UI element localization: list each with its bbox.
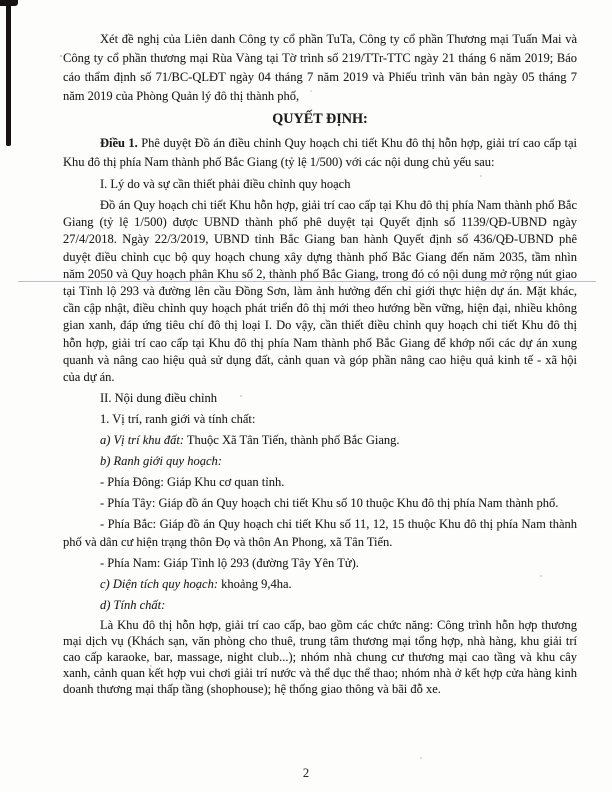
boundary-south: - Phía Nam: Giáp Tỉnh lộ 293 (đường Tây Yên Tử).: [100, 556, 359, 571]
item-c-label: c) Diện tích quy hoạch:: [100, 577, 219, 592]
item-a-location: [63, 431, 577, 450]
item-b-boundaries-heading: b) Ranh giới quy hoạch:: [100, 454, 222, 469]
section-2-heading: II. Nội dung điều chỉnh: [100, 391, 217, 406]
article-1-label: Điều 1.: [100, 136, 138, 150]
item-c-area: [63, 575, 577, 594]
article-1-paragraph: [63, 134, 577, 172]
section-1-heading: I. Lý do và sự cần thiết phải điều chỉnh quy hoạch: [100, 177, 351, 191]
intro-paragraph: Xét đề nghị của Liên danh Công ty cổ phần TuTa, Công ty cổ phần Thương mại Tuấn Mai và Công ty cổ phần thương mại Rùa Vàng tại Tờ trình số 219/TTr-TTC ngày 21 tháng 6 năm 2019; Báo cáo thẩm định số 71/BC-QLĐT ngày 04 tháng 7 năm 2019 và Phiếu trình văn bản ngày 05 tháng 7 năm 2019 của Phòng Quản lý đô thị thành phố,: [63, 32, 577, 103]
boundary-east: - Phía Đông: Giáp Khu cơ quan tỉnh.: [100, 475, 285, 490]
article-1-text: Phê duyệt Đồ án điều chỉnh Quy hoạch chi tiết Khu đô thị hỗn hợp, giải trí cao cấp tại Khu đô thị phía Nam thành phố Bắc Giang (tỷ lệ 1/500) với các nội dung chủ yếu sau:: [63, 136, 578, 169]
item-c-text: khoảng 9,4ha.: [218, 577, 292, 592]
character-description-paragraph: Là Khu đô thị hỗn hợp, giải trí cao cấp, bao gồm các chức năng: Công trình hỗn hợp thương mại dịch vụ (Khách sạn, văn phòng cho thuê, trung tâm thương mại tổng hợp, nhà hàng, khu giải trí cao cấp karaoke, bar, massage, night club...); nhóm nhà chung cư thương mại cao tầng và khu cây xanh, cảnh quan kết hợp vui chơi giải trí nước và thể dục thể thao; nhóm nhà ở kết hợp cửa hàng kinh doanh thương mại thấp tầng (shophouse); hệ thống giao thông và bãi đỗ xe.: [63, 618, 577, 697]
subsection-1-heading: 1. Vị trí, ranh giới và tính chất:: [100, 412, 256, 427]
page-number: 2: [302, 766, 310, 780]
item-a-text: Thuộc Xã Tân Tiến, thành phố Bắc Giang.: [184, 433, 400, 448]
boundary-west: - Phía Tây: Giáp đồ án Quy hoạch chi tiết Khu số 10 thuộc Khu đô thị phía Nam thành phố.: [100, 496, 559, 511]
scan-edge-bar-artifact: [6, 0, 11, 146]
decision-heading: QUYẾT ĐỊNH:: [272, 111, 368, 127]
document-body: [63, 30, 577, 697]
item-a-label: a) Vị trí khu đất:: [100, 433, 185, 448]
scan-noise-specks: [60, 55, 62, 57]
boundary-north: - Phía Bắc: Giáp đồ án Quy hoạch chi tiết Khu số 11, 12, 15 thuộc Khu đô thị phía Nam thành phố và dân cư hiện trạng thôn Đọ và thôn An Phong, xã Tân Tiến.: [63, 516, 577, 550]
section-1-body-paragraph: Đồ án Quy hoạch chi tiết Khu hỗn hợp, giải trí cao cấp tại Khu đô thị phía Nam thành phố Bắc Giang (tỷ lệ 1/500) được UBND thành phố phê duyệt tại Quyết định số 1139/QĐ-UBND ngày 27/4/2018. Ngày 22/3/2019, UBND tỉnh Bắc Giang ban hành Quyết định số 436/QĐ-UBND phê duyệt điều chỉnh cục bộ quy hoạch chung xây dựng thành phố Bắc Giang đến năm 2035, tầm nhìn năm 2050 và Quy hoạch phân Khu số 2, thành phố Bắc Giang, trong đó có nội dung mở rộng nút giao tại Tỉnh lộ 293 và đường lên cầu Đồng Sơn, làm ảnh hưởng đến chỉ giới thực hiện dự án. Mặt khác, cần cập nhật, điều chỉnh quy hoạch phát triển đô thị mới theo hướng bền vững, hiện đại, nhiều không gian xanh, đáp ứng tiêu chí đô thị loại I. Do vậy, cần thiết điều chỉnh quy hoạch chi tiết Khu đô thị hỗn hợp, giải trí cao cấp tại Khu đô thị phía Nam thành phố Bắc Giang để khớp nối các dự án xung quanh và nâng cao hiệu quả sử dụng đất, cảnh quan và góp phần nâng cao hiệu quả kinh tế - xã hội của dự án.: [63, 198, 577, 385]
item-d-character-heading: d) Tính chất:: [100, 598, 166, 613]
